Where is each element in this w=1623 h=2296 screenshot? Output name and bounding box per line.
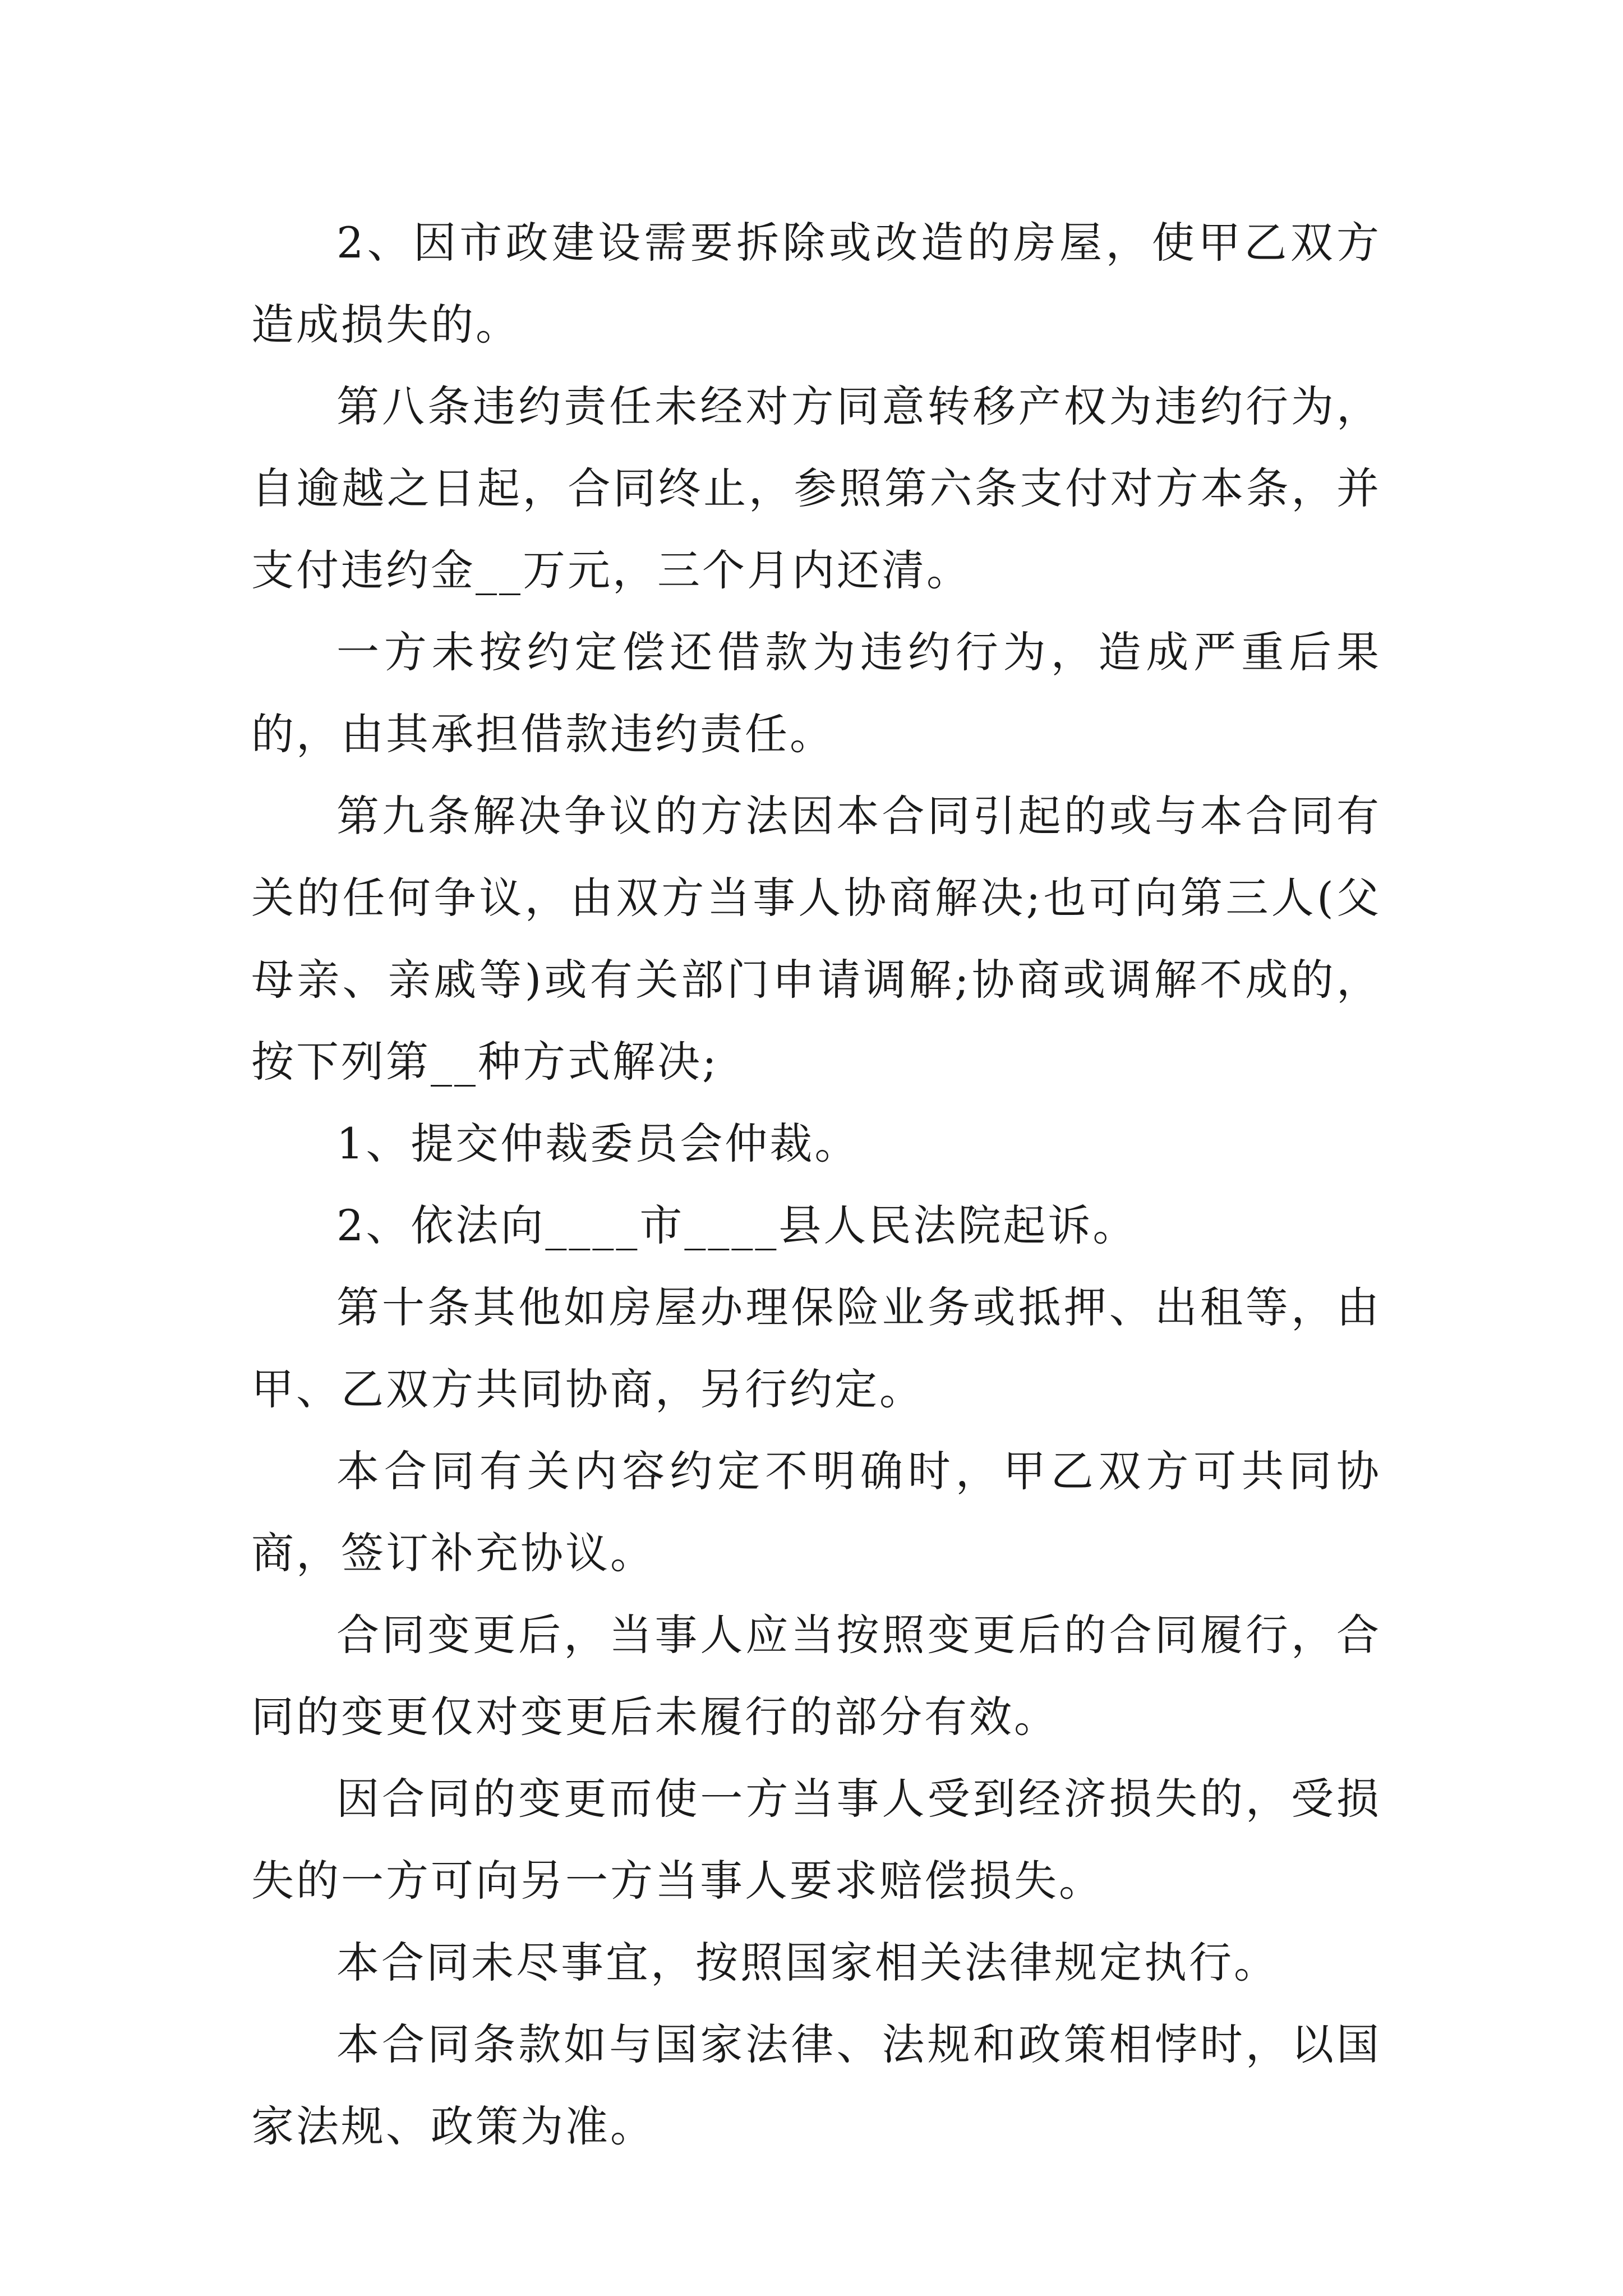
paragraph: 本合同有关内容约定不明确时，甲乙双方可共同协商，签订补充协议。 xyxy=(251,1446,1381,1578)
paragraph: 第十条其他如房屋办理保险业务或抵押、出租等，由甲、乙双方共同协商，另行约定。 xyxy=(251,1282,1381,1414)
document-body xyxy=(251,202,1381,2168)
paragraph: 第八条违约责任未经对方同意转移产权为违约行为，自逾越之日起，合同终止，参照第六条支付对方本条，并支付违约金__万元，三个月内还清。 xyxy=(251,381,1381,595)
paragraph: 本合同条款如与国家法律、法规和政策相悖时，以国家法规、政策为准。 xyxy=(251,2019,1381,2151)
paragraph: 第九条解决争议的方法因本合同引起的或与本合同有关的任何争议，由双方当事人协商解决;也可向第三人(父母亲、亲戚等)或有关部门申请调解;协商或调解不成的，按下列第__种方式解决; xyxy=(251,791,1381,1087)
paragraph: 一方未按约定偿还借款为违约行为，造成严重后果的，由其承担借款违约责任。 xyxy=(251,627,1381,759)
paragraph: 本合同未尽事宜，按照国家相关法律规定执行。 xyxy=(336,1938,1279,1987)
paragraph: 2、依法向____市____县人民法院起诉。 xyxy=(336,1200,1138,1250)
paragraph: 1、提交仲裁委员会仲裁。 xyxy=(336,1119,860,1168)
paragraph: 合同变更后，当事人应当按照变更后的合同履行，合同的变更仅对变更后未履行的部分有效。 xyxy=(251,1610,1381,1742)
paragraph: 因合同的变更而使一方当事人受到经济损失的，受损失的一方可向另一方当事人要求赔偿损失。 xyxy=(251,1774,1381,1906)
paragraph: 2、因市政建设需要拆除或改造的房屋，使甲乙双方造成损失的。 xyxy=(251,218,1381,349)
